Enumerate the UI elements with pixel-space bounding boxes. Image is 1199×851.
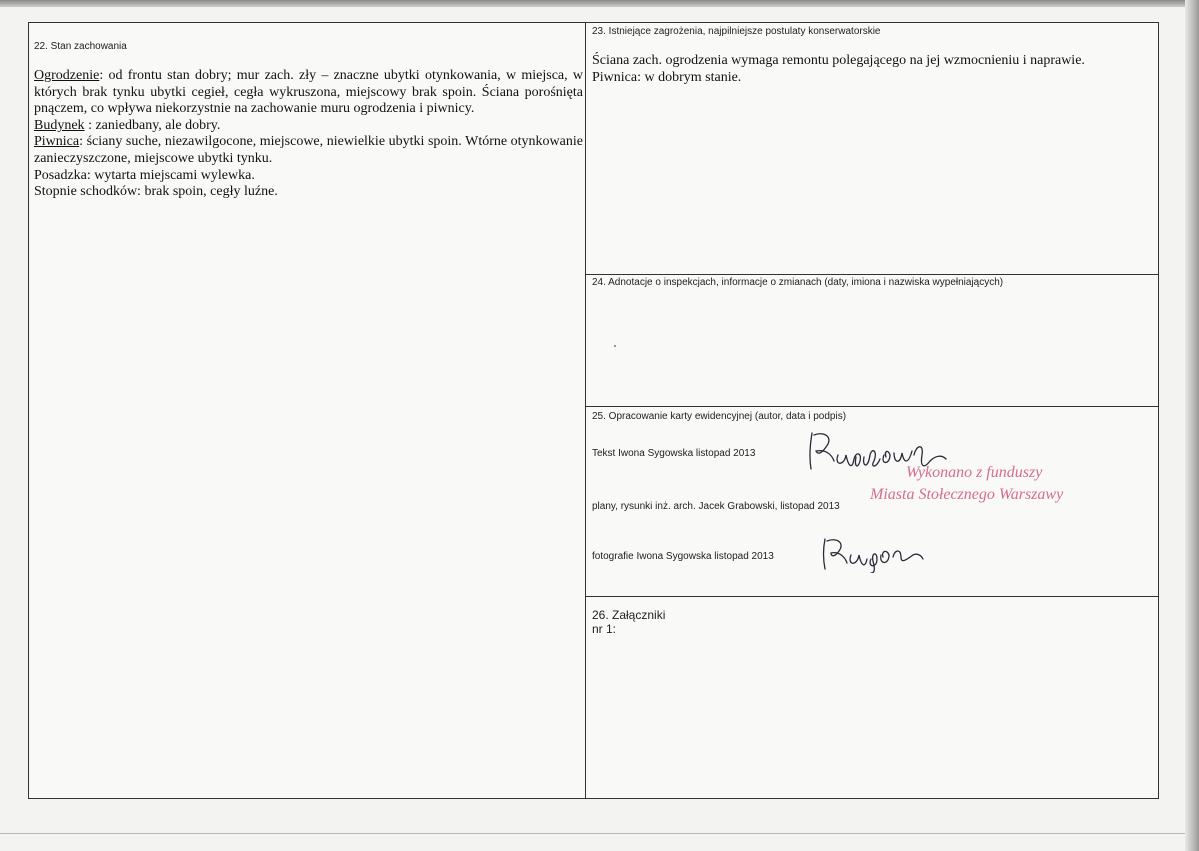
section-25-heading: 25. Opracowanie karty ewidencyjnej (autor, data i podpis)	[592, 411, 847, 422]
plany-author-line: plany, rysunki inż. arch. Jacek Grabowski, listopad 2013	[592, 501, 840, 512]
budynek-paragraph	[34, 118, 583, 135]
row-divider-25	[586, 406, 1158, 407]
budynek-text: : zaniedbany, ale dobry.	[84, 117, 221, 133]
fotografie-author-line: fotografie Iwona Sygowska listopad 2013	[592, 551, 774, 562]
scan-right-edge	[1185, 0, 1199, 851]
section-22-heading: 22. Stan zachowania	[34, 41, 127, 52]
section-24-heading: 24. Adnotacje o inspekcjach, informacje o zmianach (daty, imiona i nazwiska wypełniających)	[592, 277, 1004, 288]
annex-number: nr 1:	[592, 622, 617, 636]
stamp-line-1: Wykonano z funduszy	[906, 464, 1043, 481]
section-23-line-1: Ściana zach. ogrodzenia wymaga remontu polegającego na jej wzmocnieniu i naprawie.	[592, 53, 1085, 68]
ogrodzenie-paragraph	[34, 68, 583, 118]
stamp-line-2: Miasta Stołecznego Warszawy	[870, 486, 1064, 503]
section-23-heading: 23. Istniejące zagrożenia, najpilniejsze postulaty konserwatorskie	[592, 26, 881, 37]
record-card-sheet	[28, 22, 1159, 799]
piwnica-paragraph	[34, 134, 583, 167]
section-26-block	[592, 608, 665, 636]
piwnica-label: Piwnica	[34, 134, 80, 150]
column-divider	[585, 23, 586, 798]
section-22-body	[34, 68, 583, 201]
row-divider-24	[586, 274, 1158, 275]
stopnie-line: Stopnie schodków: brak spoin, cegły luźne.	[34, 184, 278, 200]
scan-top-edge	[0, 0, 1199, 7]
budynek-label: Budynek	[34, 117, 85, 133]
section-23-body	[592, 53, 1152, 86]
ogrodzenie-label: Ogrodzenie	[34, 68, 100, 83]
posadzka-line: Posadzka: wytarta miejscami wylewka.	[34, 167, 255, 183]
section-26-heading: 26. Załączniki	[592, 608, 666, 622]
scan-speck	[614, 345, 616, 347]
signature-fotografie	[819, 533, 929, 573]
ogrodzenie-text: : od frontu stan dobry; mur zach. zły – znaczne ubytki otynkowania, w miejsca, w których brak tynku ubytki cegieł, cegła wykruszona, miejscowy brak spoin. Ściana porośnięta pnączem, co wpływa niekorzystnie na zachowanie muru ogrodzenia i piwnicy.	[34, 68, 583, 117]
row-divider-26	[586, 596, 1158, 597]
scan-bottom-line	[0, 833, 1185, 834]
section-23-line-2: Piwnica: w dobrym stanie.	[592, 69, 742, 85]
tekst-author-line: Tekst Iwona Sygowska listopad 2013	[592, 448, 756, 459]
piwnica-text: : ściany suche, niezawilgocone, miejscowe, niewielkie ubytki spoin. Wtórne otynkowanie zanieczyszczone, miejscowe ubytki tynku.	[34, 134, 583, 166]
